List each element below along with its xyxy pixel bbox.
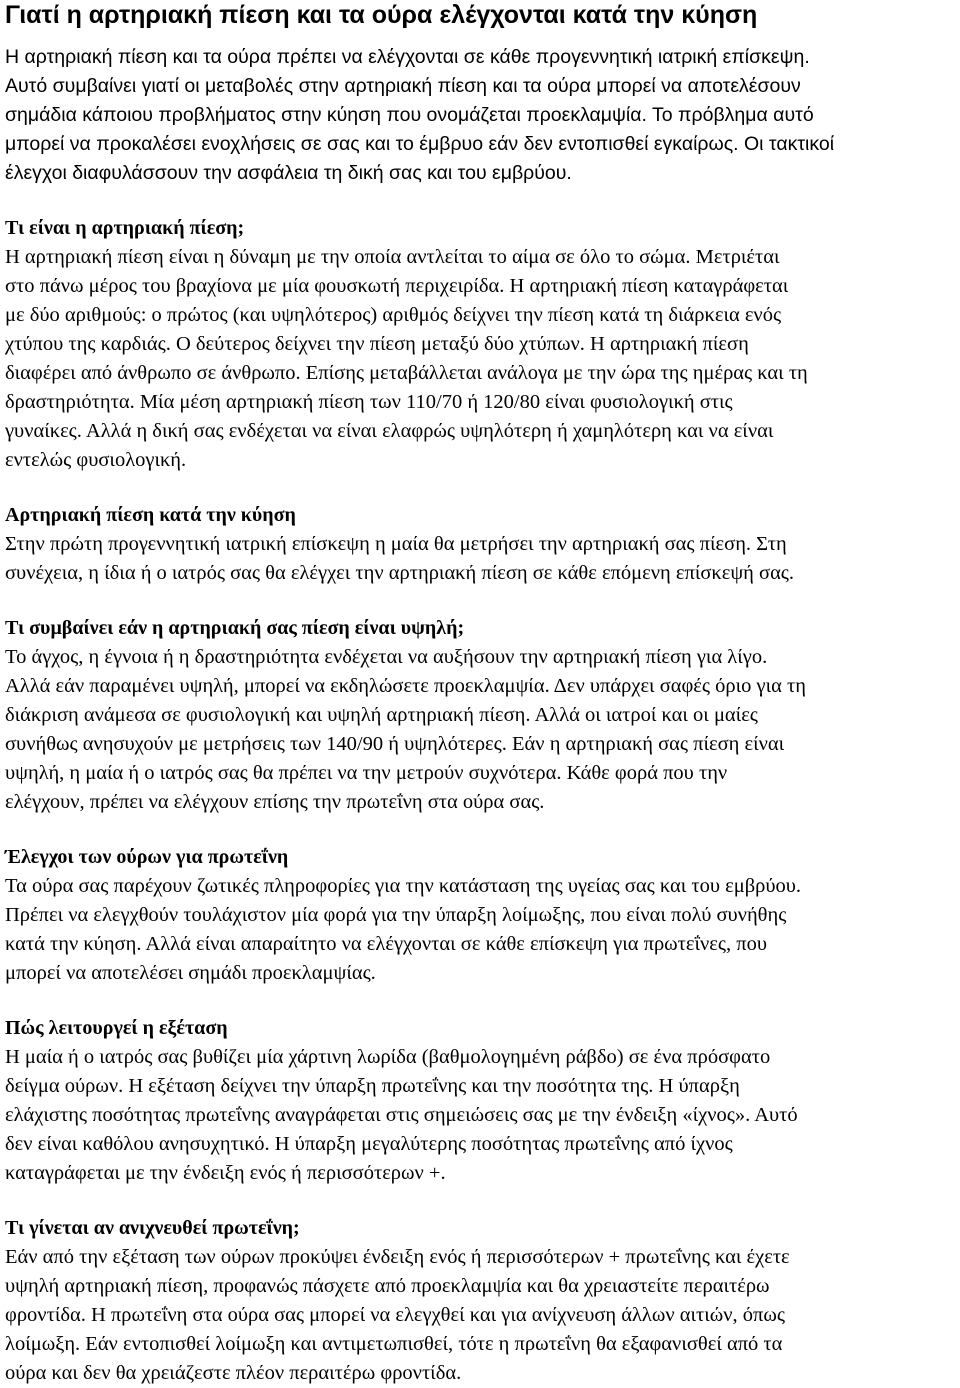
section-blood-pressure-in-pregnancy (5, 501, 955, 588)
section-protein-detected (5, 1214, 955, 1388)
document-title: Γιατί η αρτηριακή πίεση και τα ούρα ελέγχονται κατά την κύηση (5, 1, 758, 29)
section-heading: Τι συμβαίνει εάν η αρτηριακή σας πίεση είναι υψηλή; (5, 617, 465, 639)
section-heading: Πώς λειτουργεί η εξέταση (5, 1017, 228, 1039)
section-heading: Τι γίνεται αν ανιχνευθεί πρωτεΐνη; (5, 1217, 300, 1239)
section-heading: Έλεγχοι των ούρων για πρωτεΐνη (5, 846, 289, 868)
section-body: Το άγχος, η έγνοια ή η δραστηριότητα ενδέχεται να αυξήσουν την αρτηριακή πίεση για λίγο. Αλλά εάν παραμένει υψηλή, μπορεί να εκδηλώσετε προεκλαμψία. Δεν υπάρχει σαφές όριο για τη διάκριση ανάμεσα σε φυσιολογική και υψηλή αρτηριακή πίεση. Αλλά οι ιατροί και οι μαίες συνήθως ανησυχούν με μετρήσεις των 140/90 ή υψηλότερες. Εάν η αρτηριακή σας πίεση είναι υψηλή, η μαία ή ο ιατρός σας θα πρέπει να την μετρούν συχνότερα. Κάθε φορά που την ελέγχουν, πρέπει να ελέγχουν επίσης την πρωτεΐνη στα ούρα σας. (5, 646, 806, 813)
section-high-blood-pressure (5, 614, 955, 817)
intro-paragraph: Η αρτηριακή πίεση και τα ούρα πρέπει να ελέγχονται σε κάθε προγεννητική ιατρική επίσκεψη. Αυτό συμβαίνει γιατί οι μεταβολές στην αρτηριακή πίεση και τα ούρα μπορεί να αποτελέσουν σημάδια κάποιου προβλήματος στην κύηση που ονομάζεται προεκλαμψία. Το πρόβλημα αυτό μπορεί να προκαλέσει ενοχλήσεις σε σας και το έμβρυο εάν δεν εντοπισθεί εγκαίρως. Οι τακτικοί έλεγχοι διαφυλάσσουν την ασφάλεια τη δική σας και του εμβρύου. (5, 46, 835, 184)
section-urine-protein-checks (5, 843, 955, 988)
section-body: Τα ούρα σας παρέχουν ζωτικές πληροφορίες για την κατάσταση της υγείας σας και του εμβρύου. Πρέπει να ελεγχθούν τουλάχιστον μία φορά για την ύπαρξη λοίμωξης, που είναι πολύ συνήθης κατά την κύηση. Αλλά είναι απαραίτητο να ελέγχονται σε κάθε επίσκεψη για πρωτεΐνες, που μπορεί να αποτελέσει σημάδι προεκλαμψίας. (5, 875, 802, 984)
section-body: Στην πρώτη προγεννητική ιατρική επίσκεψη η μαία θα μετρήσει την αρτηριακή σας πίεση. Στη συνέχεια, η ίδια ή ο ιατρός σας θα ελέγχει την αρτηριακή πίεση σε κάθε επόμενη επίσκεψή σας. (5, 533, 795, 584)
section-body: Η μαία ή ο ιατρός σας βυθίζει μία χάρτινη λωρίδα (βαθμολογημένη ράβδο) σε ένα πρόσφατο δείγμα ούρων. Η εξέταση δείχνει την ύπαρξη πρωτεΐνης και την ποσότητα της. Η ύπαρξη ελάχιστης ποσότητας πρωτεΐνης αναγράφεται στις σημειώσεις σας με την ένδειξη «ίχνος». Αυτό δεν είναι καθόλου ανησυχητικό. Η ύπαρξη μεγαλύτερης ποσότητας πρωτεΐνης από ίχνος καταγράφεται με την ένδειξη ενός ή περισσότερων +. (5, 1046, 798, 1184)
section-what-is-blood-pressure (5, 214, 955, 475)
document-page (5, 0, 955, 1388)
section-body: Εάν από την εξέταση των ούρων προκύψει ένδειξη ενός ή περισσότερων + πρωτεΐνης και έχετε υψηλή αρτηριακή πίεση, προφανώς πάσχετε από προεκλαμψία και θα χρειαστείτε περαιτέρω φροντίδα. Η πρωτεΐνη στα ούρα σας μπορεί να ελεγχθεί και για ανίχνευση άλλων αιτιών, όπως λοίμωξη. Εάν εντοπισθεί λοίμωξη και αντιμετωπισθεί, τότε η πρωτεΐνη θα εξαφανισθεί από τα ούρα και δεν θα χρειάζεστε πλέον περαιτέρω φροντίδα. (5, 1246, 790, 1384)
section-heading: Αρτηριακή πίεση κατά την κύηση (5, 504, 296, 526)
section-body: Η αρτηριακή πίεση είναι η δύναμη με την οποία αντλείται το αίμα σε όλο το σώμα. Μετριέται στο πάνω μέρος του βραχίονα με μία φουσκωτή περιχειρίδα. Η αρτηριακή πίεση καταγράφεται με δύο αριθμούς: ο πρώτος (και υψηλότερος) αριθμός δείχνει την πίεση κατά τη διάρκεια ενός χτύπου της καρδιάς. Ο δεύτερος δείχνει την πίεση μεταξύ δύο χτύπων. Η αρτηριακή πίεση διαφέρει από άνθρωπο σε άνθρωπο. Επίσης μεταβάλλεται ανάλογα με την ώρα της ημέρας και τη δραστηριότητα. Μία μέση αρτηριακή πίεση των 110/70 ή 120/80 είναι φυσιολογική στις γυναίκες. Αλλά η δική σας ενδέχεται να είναι ελαφρώς υψηλότερη ή χαμηλότερη και να είναι εντελώς φυσιολογική. (5, 246, 808, 471)
section-how-test-works (5, 1014, 955, 1188)
section-heading: Τι είναι η αρτηριακή πίεση; (5, 217, 245, 239)
